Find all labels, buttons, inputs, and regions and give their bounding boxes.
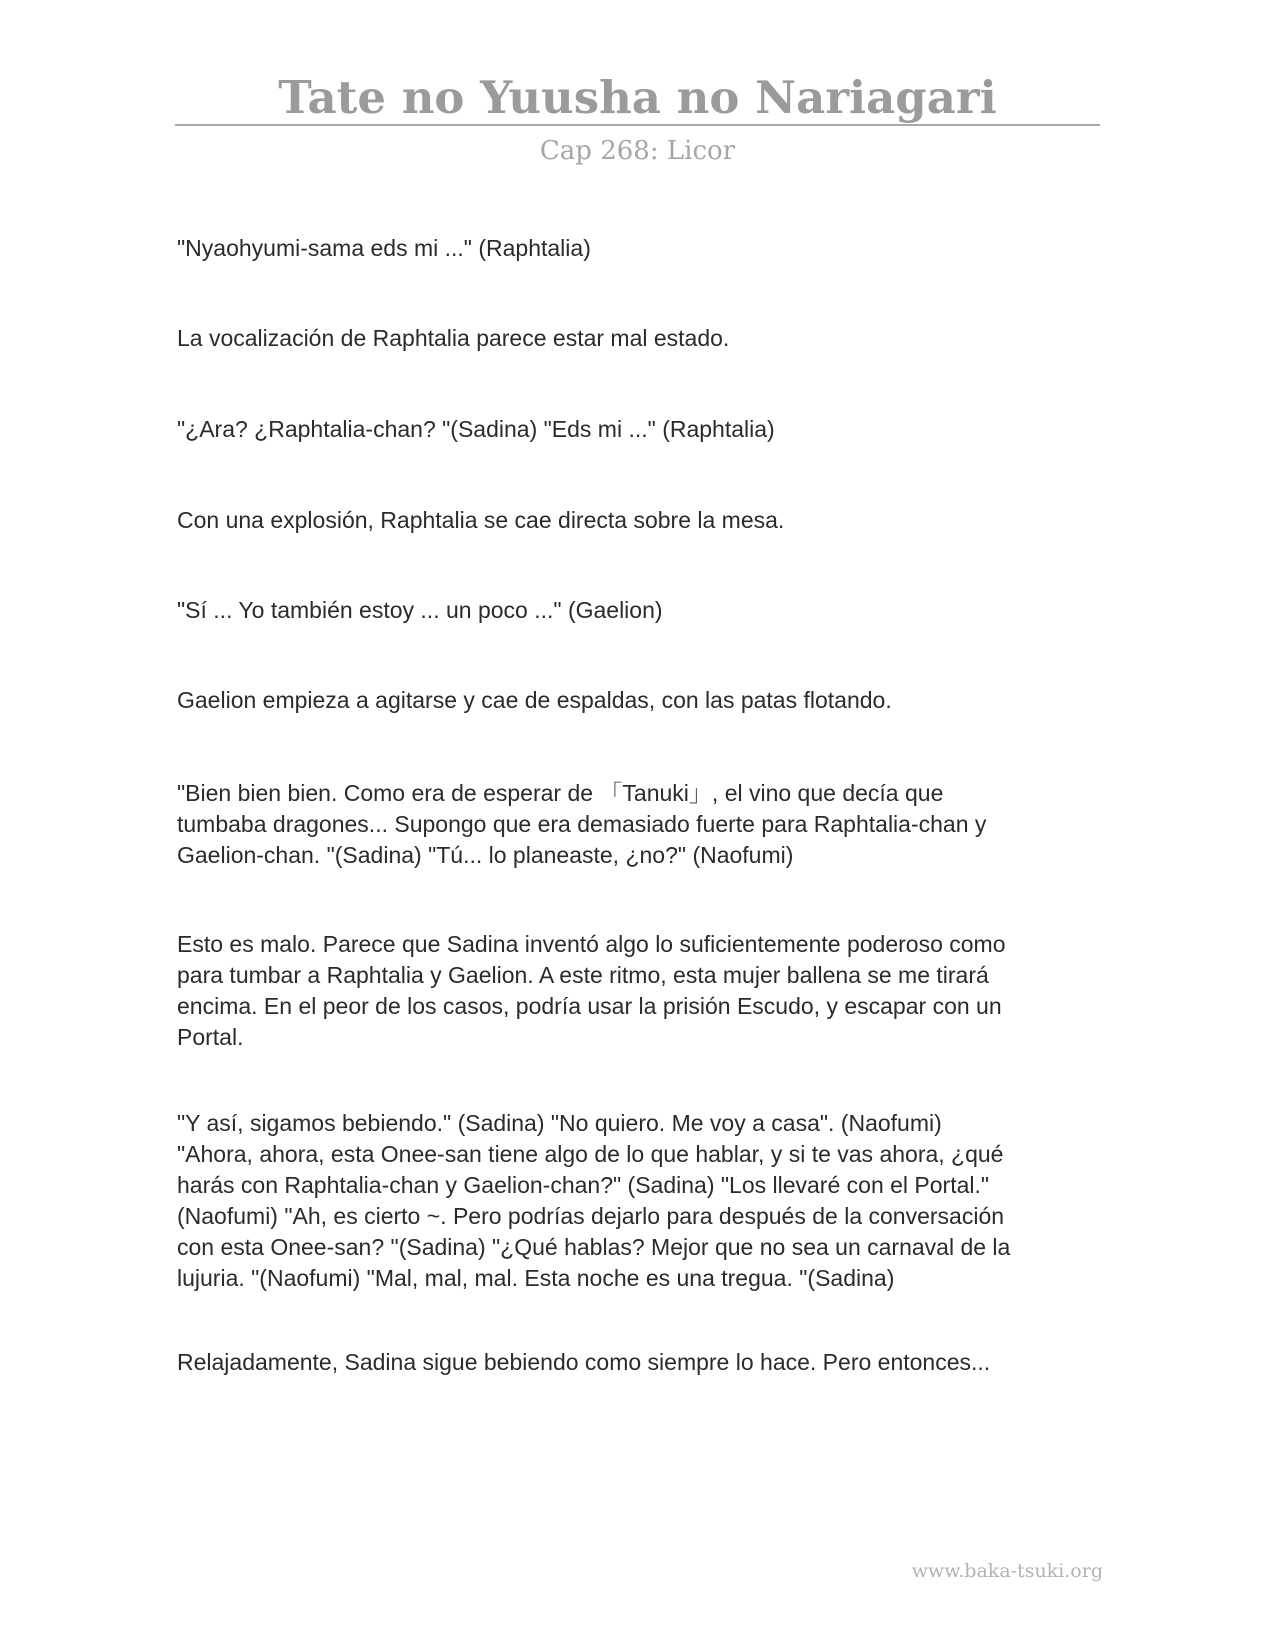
paragraph-text: Relajadamente, Sadina sigue bebiendo como siempre lo hace. Pero entonces... [177,1349,991,1375]
paragraph-10 [177,1347,1097,1378]
paragraph-9 [177,1108,1097,1294]
title-divider [175,124,1100,126]
paragraph-text: "Nyaohyumi-sama eds mi ..." (Raphtalia) [177,235,591,261]
paragraph-8 [177,929,1097,1053]
paragraph-text: Con una explosión, Raphtalia se cae directa sobre la mesa. [177,507,785,533]
paragraph-text: "Sí ... Yo también estoy ... un poco ..." (Gaelion) [177,597,663,623]
paragraph-text: Esto es malo. Parece que Sadina inventó algo lo suficientemente poderoso como para tumbar a Raphtalia y Gaelion. A este ritmo, esta mujer ballena se me tirará encima. En el peor de los casos, podría usar la prisión Escudo, y escapar con un Portal. [177,931,1006,1050]
paragraph-text: "Bien bien bien. Como era de esperar de 「Tanuki」, el vino que decía que tumbaba dragones... Supongo que era demasiado fuerte para Raphtalia-chan y Gaelion-chan. "(Sadina) "Tú... lo planeaste, ¿no?" (Naofumi) [177,780,987,868]
paragraph-4 [177,505,1097,536]
paragraph-3 [177,414,1097,445]
footer-site-url: www.baka-tsuki.org [911,1560,1103,1582]
paragraph-text: "Y así, sigamos bebiendo." (Sadina) "No quiero. Me voy a casa". (Naofumi) "Ahora, ahora, esta Onee-san tiene algo de lo que hablar, y si te vas ahora, ¿qué harás con Raphtalia-chan y Gaelion-chan?" (Sadina) "Los llevaré con el Portal." (Naofumi) "Ah, es cierto ~. Pero podrías dejarlo para después de la conversación con esta Onee-san? "(Sadina) "¿Qué hablas? Mejor que no sea un carnaval de la lujuria. "(Naofumi) "Mal, mal, mal. Esta noche es una tregua. "(Sadina) [177,1110,1011,1291]
paragraph-text: "¿Ara? ¿Raphtalia-chan? "(Sadina) "Eds mi ..." (Raphtalia) [177,416,775,442]
paragraph-5 [177,595,1097,626]
paragraph-text: Gaelion empieza a agitarse y cae de espaldas, con las patas flotando. [177,687,892,713]
paragraph-text: La vocalización de Raphtalia parece estar mal estado. [177,325,730,351]
paragraph-7 [177,778,1097,871]
paragraph-1 [177,233,1097,264]
chapter-subtitle: Cap 268: Licor [539,136,736,166]
page-header [175,72,1100,166]
paragraph-2 [177,323,1097,354]
page-title: Tate no Yuusha no Nariagari [278,71,997,124]
paragraph-6 [177,685,1097,716]
